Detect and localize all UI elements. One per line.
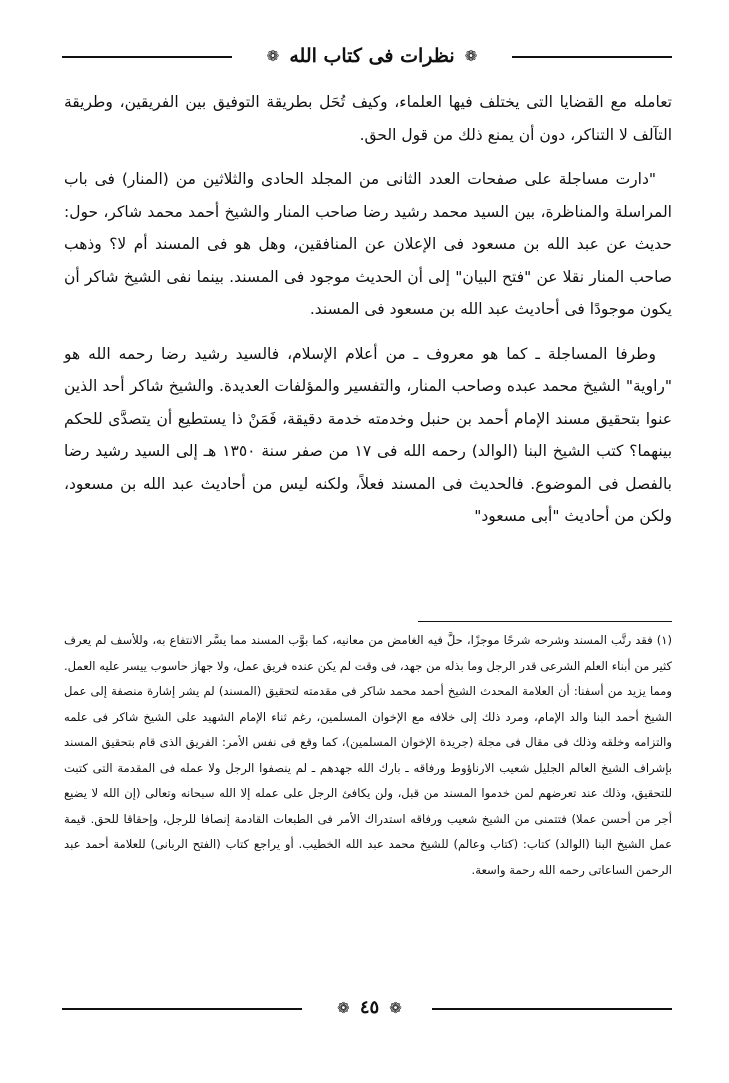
footer-rule-left xyxy=(62,1008,302,1010)
book-title: نظرات فى كتاب الله xyxy=(289,45,455,67)
paragraph: وطرفا المساجلة ـ كما هو معروف ـ من أعلام الإسلام، فالسيد رشيد رضا رحمه الله هو "راوية" الشيخ محمد عبده وصاحب المنار، والتفسير والمؤلفات العديدة. والشيخ شاكر أحد الذين عنوا بتحقيق مسند الإمام أحمد بن حنبل وخدمته خدمة دقيقة، فَمَنْ ذا يستطيع أن يتصدَّى للحكم بينهما؟ كتب الشيخ البنا (الوالد) رحمه الله فى ١٧ من صفر سنة ١٣٥٠ هـ إلى السيد رشيد رضا بالفصل فى الموضوع. فالحديث فى المسند فعلاً، ولكنه ليس من أحاديث عبد الله بن مسعود، ولكن من أحاديث "أبى مسعود" xyxy=(64,344,673,525)
main-text xyxy=(64,86,672,533)
page-footer xyxy=(62,990,672,1026)
header-rule-left xyxy=(62,56,232,58)
footnote xyxy=(64,628,672,883)
rosette-ornament-icon: ❁ xyxy=(266,47,280,65)
rosette-ornament-icon: ❁ xyxy=(389,999,402,1017)
paragraph: "دارت مساجلة على صفحات العدد الثانى من المجلد الحادى والثلاثين من (المنار) فى باب المراسلة والمناظرة، بين السيد محمد رشيد رضا صاحب المنار والشيخ أحمد محمد شاكر، حول: حديث عن عبد الله بن مسعود فى الإعلان عن المنافقين، وهل هو فى المسند أم لا؟ وذهب صاحب المنار نقلا عن "فتح البيان" إلى أن الحديث موجود فى المسند. بينما نفى الشيخ شاكر أن يكون موجودًا فى أحاديث عبد الله بن مسعود فى المسند. xyxy=(64,170,672,318)
footnote-separator xyxy=(418,621,672,622)
header-rule-right xyxy=(512,56,672,58)
page-number: ٤٥ xyxy=(359,997,380,1018)
rosette-ornament-icon: ❁ xyxy=(337,999,350,1017)
paragraph: تعامله مع القضايا التى يختلف فيها العلماء، وكيف تُحَل بطريقة التوفيق بين الفريقين، وطريقة التآلف لا التناكر، دون أن يمنع ذلك من قول الحق. xyxy=(64,93,672,144)
running-header xyxy=(62,38,672,74)
footnote-text: (١) فقد رتَّب المسند وشرحه شرحًا موجزًا، حلَّ فيه الغامض من معانيه، كما بوَّب المسند مما يسَّر الانتفاع به، وللأسف لم يعرف كثير من أبناء العلم الشرعى قدر الرجل وما بذله من جهد، فى وقت لم يكن عنده فريق عمل، ولا جهاز حاسوب ييسر عليه العمل. ومما يزيد من أسفنا: أن العلامة المحدث الشيخ أحمد محمد شاكر فى مقدمته لتحقيق (المسند) لم يشر إشارة منصفة إلى عمل الشيخ أحمد البنا والد الإمام، ومرد ذلك إلى خلافه مع الإخوان المسلمين، رغم ثناء الإمام الشهيد على الشيخ شاكر فى علمه والتزامه وخلقه وذلك فى مقال فى مجلة (جريدة الإخوان المسلمين)، كما وقع فى نفس الأمر: الفريق الذى قام بتحقيق المسند بإشراف الشيخ العالم الجليل شعيب الارناؤوط ورفاقه ـ بارك الله جهدهم ـ لم ينصفوا الرجل ولا عمله فى المقدمة التى كتبت للتحقيق، وذلك عند تعرضهم لمن خدموا المسند من قبل، ولن يكافئ الرجل على عمله إلا الله سبحانه وتعالى (إن الله لا يضيع أجر من أحسن عملا) فتتمنى من الشيخ شعيب ورفاقه استدراك الأمر فى الطبعات القادمة إنصافا للرجل، وإحقاقا للحق. قيمة عمل الشيخ البنا (الوالد) كتاب: (كتاب وعالم) للشيخ محمد عبد الله الخطيب. أو يراجع كتاب (الفتح الربانى) للعلامة أحمد عبد الرحمن الساعاتى رحمه الله رحمة واسعة. xyxy=(64,633,672,877)
footer-rule-right xyxy=(432,1008,672,1010)
header-title-group xyxy=(237,38,507,74)
page-number-group xyxy=(307,990,432,1026)
rosette-ornament-icon: ❁ xyxy=(464,47,478,65)
